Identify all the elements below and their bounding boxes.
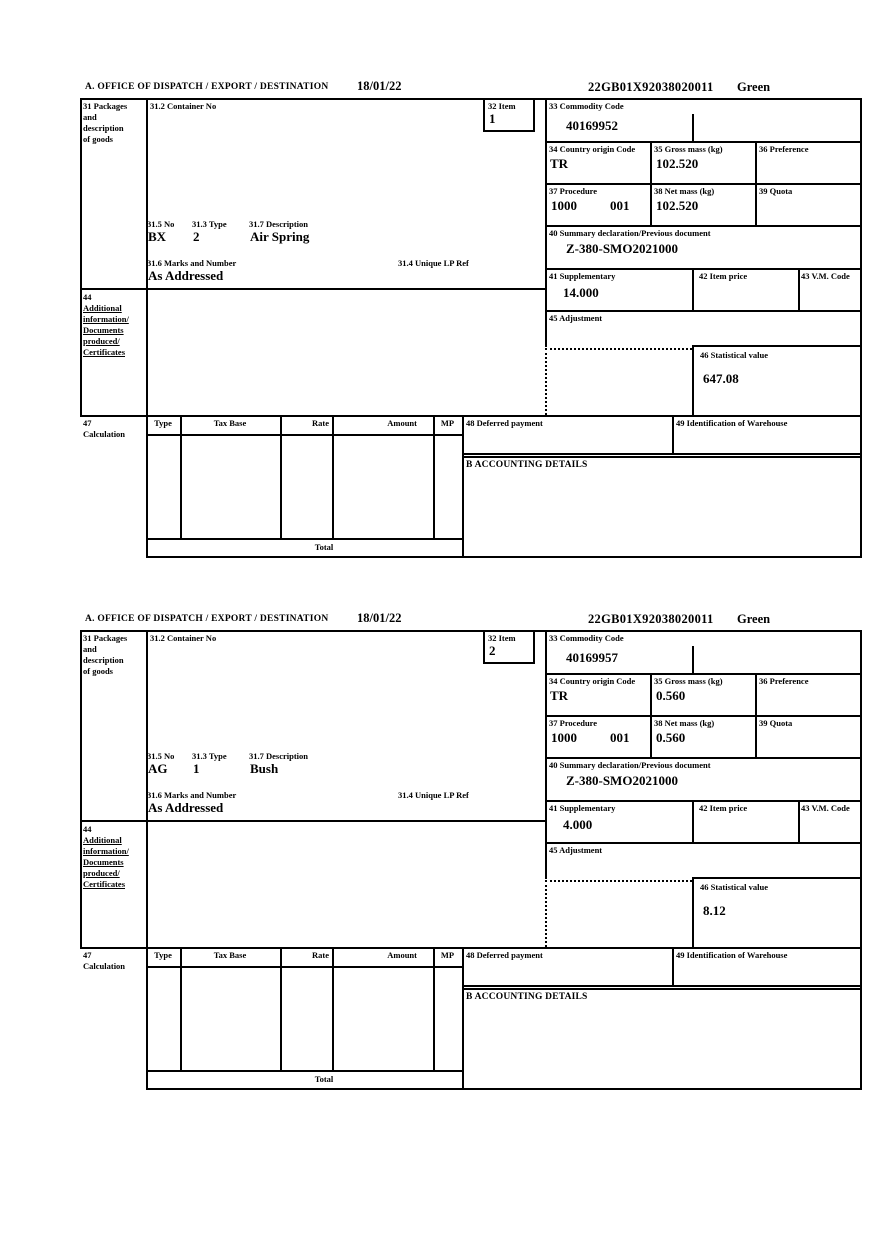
total-label: Total bbox=[314, 1074, 334, 1084]
label-line: produced/ bbox=[83, 868, 120, 878]
dotted-divider-line bbox=[545, 348, 692, 350]
divider-line bbox=[80, 947, 862, 949]
procedure-label: 37 Procedure bbox=[549, 186, 598, 196]
divider-line bbox=[545, 225, 862, 227]
dotted-divider-line bbox=[545, 880, 547, 947]
statistical-value-value: 8.12 bbox=[703, 903, 726, 918]
previous-document-value: Z-380-SMO2021000 bbox=[566, 773, 678, 788]
label-line: Certificates bbox=[83, 347, 126, 357]
description-label: 31.7 Description bbox=[249, 219, 309, 229]
col-amount-header: Amount bbox=[387, 950, 417, 960]
statistical-value-label: 46 Statistical value bbox=[700, 350, 768, 360]
gross-mass-label: 35 Gross mass (kg) bbox=[654, 144, 723, 154]
vm-code-label: 43 V.M. Code bbox=[801, 271, 850, 281]
dotted-divider-line bbox=[545, 880, 692, 882]
mrn-number: 22GB01X92038020011 bbox=[588, 612, 714, 626]
divider-line bbox=[80, 98, 862, 100]
commodity-code-value: 40169952 bbox=[566, 118, 618, 133]
divider-line bbox=[180, 415, 182, 538]
label-line: of goods bbox=[83, 666, 113, 676]
divider-line bbox=[650, 673, 652, 757]
divider-line bbox=[180, 947, 182, 1070]
divider-line bbox=[798, 800, 800, 842]
procedure-suffix-value: 001 bbox=[610, 730, 630, 745]
divider-line bbox=[146, 98, 148, 558]
divider-line bbox=[332, 415, 334, 538]
procedure-label: 37 Procedure bbox=[549, 718, 598, 728]
package-type-value: 2 bbox=[193, 229, 200, 244]
statistical-value-label: 46 Statistical value bbox=[700, 882, 768, 892]
procedure-suffix-value: 001 bbox=[610, 198, 630, 213]
col-mp-header: MP bbox=[440, 950, 455, 960]
label-line: information/ bbox=[83, 314, 129, 324]
net-mass-value: 0.560 bbox=[656, 730, 686, 745]
col-rate-header: Rate bbox=[312, 418, 329, 428]
marks-number-label: 31.6 Marks and Number bbox=[147, 258, 237, 268]
routing-status: Green bbox=[737, 612, 771, 626]
divider-line bbox=[462, 456, 862, 458]
preference-label: 36 Preference bbox=[759, 144, 809, 154]
divider-line bbox=[692, 800, 694, 842]
divider-line bbox=[462, 988, 862, 990]
label-line: 44 bbox=[83, 292, 92, 302]
item-price-label: 42 Item price bbox=[699, 271, 748, 281]
declaration-date: 18/01/22 bbox=[357, 611, 402, 625]
item-number-box bbox=[483, 98, 535, 132]
accounting-details-label: B ACCOUNTING DETAILS bbox=[466, 992, 588, 1002]
marks-number-value: As Addressed bbox=[148, 268, 224, 283]
divider-line bbox=[545, 141, 862, 143]
divider-line bbox=[433, 415, 435, 538]
gross-mass-value: 102.520 bbox=[656, 156, 699, 171]
label-line: of goods bbox=[83, 134, 113, 144]
divider-line bbox=[755, 141, 757, 225]
divider-line bbox=[545, 310, 862, 312]
divider-line bbox=[462, 947, 464, 1090]
divider-line bbox=[80, 820, 547, 822]
office-of-dispatch-title: A. OFFICE OF DISPATCH / EXPORT / DESTINATION bbox=[85, 82, 329, 92]
divider-line bbox=[692, 268, 694, 310]
office-of-dispatch-title: A. OFFICE OF DISPATCH / EXPORT / DESTINATION bbox=[85, 614, 329, 624]
divider-line bbox=[692, 345, 862, 347]
warehouse-id-label: 49 Identification of Warehouse bbox=[676, 950, 788, 960]
label-line: 47 bbox=[83, 418, 92, 428]
label-line: Documents bbox=[83, 325, 124, 335]
divider-line bbox=[146, 1070, 464, 1072]
divider-line bbox=[80, 415, 862, 417]
declaration-date: 18/01/22 bbox=[357, 79, 402, 93]
divider-line bbox=[280, 415, 282, 538]
label-line: Additional bbox=[83, 303, 122, 313]
vm-code-label: 43 V.M. Code bbox=[801, 803, 850, 813]
quota-label: 39 Quota bbox=[759, 718, 793, 728]
packages-description-label bbox=[83, 101, 127, 145]
col-type-header: Type bbox=[154, 950, 172, 960]
total-label: Total bbox=[314, 542, 334, 552]
package-no-value: BX bbox=[148, 229, 167, 244]
divider-line bbox=[798, 268, 800, 310]
previous-document-label: 40 Summary declaration/Previous document bbox=[549, 760, 711, 770]
gross-mass-label: 35 Gross mass (kg) bbox=[654, 676, 723, 686]
divider-line bbox=[146, 966, 464, 968]
divider-line bbox=[545, 757, 862, 759]
divider-line bbox=[332, 947, 334, 1070]
divider-line bbox=[462, 415, 464, 558]
statistical-value-value: 647.08 bbox=[703, 371, 739, 386]
col-amount-header: Amount bbox=[387, 418, 417, 428]
supplementary-label: 41 Supplementary bbox=[549, 803, 616, 813]
item-label: 32 Item bbox=[488, 101, 516, 111]
divider-line bbox=[672, 415, 674, 453]
additional-information-label bbox=[83, 292, 129, 358]
net-mass-label: 38 Net mass (kg) bbox=[654, 186, 715, 196]
item-label: 32 Item bbox=[488, 633, 516, 643]
item-number-value: 1 bbox=[489, 111, 496, 126]
divider-line bbox=[860, 630, 862, 1090]
divider-line bbox=[545, 715, 862, 717]
divider-line bbox=[146, 1088, 862, 1090]
label-line: Additional bbox=[83, 835, 122, 845]
divider-line bbox=[146, 538, 464, 540]
form-grid bbox=[80, 630, 862, 1092]
divider-line bbox=[280, 947, 282, 1070]
gross-mass-value: 0.560 bbox=[656, 688, 686, 703]
package-type-value: 1 bbox=[193, 761, 200, 776]
label-line: and bbox=[83, 644, 97, 654]
divider-line bbox=[692, 877, 862, 879]
preference-label: 36 Preference bbox=[759, 676, 809, 686]
col-tax-base-header: Tax Base bbox=[213, 950, 247, 960]
package-type-label: 31.3 Type bbox=[192, 751, 227, 761]
divider-line bbox=[545, 800, 862, 802]
divider-line bbox=[80, 630, 862, 632]
divider-line bbox=[545, 183, 862, 185]
divider-line bbox=[672, 947, 674, 985]
procedure-value: 1000 bbox=[551, 730, 577, 745]
label-line: Calculation bbox=[83, 429, 126, 439]
divider-line bbox=[462, 453, 862, 455]
commodity-code-tick bbox=[692, 646, 694, 673]
label-line: 44 bbox=[83, 824, 92, 834]
deferred-payment-label: 48 Deferred payment bbox=[466, 950, 543, 960]
label-line: 47 bbox=[83, 950, 92, 960]
mrn-number: 22GB01X92038020011 bbox=[588, 80, 714, 94]
col-mp-header: MP bbox=[440, 418, 455, 428]
calculation-label bbox=[83, 950, 125, 972]
previous-document-label: 40 Summary declaration/Previous document bbox=[549, 228, 711, 238]
net-mass-value: 102.520 bbox=[656, 198, 699, 213]
description-value: Bush bbox=[250, 761, 279, 776]
dotted-divider-line bbox=[545, 348, 547, 415]
col-type-header: Type bbox=[154, 418, 172, 428]
label-line: and bbox=[83, 112, 97, 122]
divider-line bbox=[80, 630, 82, 947]
country-origin-value: TR bbox=[550, 688, 569, 703]
adjustment-label: 45 Adjustment bbox=[549, 845, 603, 855]
label-line: description bbox=[83, 123, 124, 133]
sad-form-copy bbox=[80, 612, 864, 1090]
calculation-label bbox=[83, 418, 125, 440]
description-label: 31.7 Description bbox=[249, 751, 309, 761]
marks-number-label: 31.6 Marks and Number bbox=[147, 790, 237, 800]
container-no-label: 31.2 Container No bbox=[150, 633, 217, 643]
packages-description-label bbox=[83, 633, 127, 677]
label-line: description bbox=[83, 655, 124, 665]
form-header bbox=[80, 80, 864, 98]
divider-line bbox=[80, 288, 547, 290]
country-origin-label: 34 Country origin Code bbox=[549, 676, 636, 686]
quota-label: 39 Quota bbox=[759, 186, 793, 196]
routing-status: Green bbox=[737, 80, 771, 94]
package-no-value: AG bbox=[148, 761, 168, 776]
divider-line bbox=[860, 98, 862, 558]
supplementary-value: 4.000 bbox=[563, 817, 593, 832]
package-no-label: 31.5 No bbox=[147, 219, 175, 229]
commodity-code-value: 40169957 bbox=[566, 650, 618, 665]
container-no-label: 31.2 Container No bbox=[150, 101, 217, 111]
description-value: Air Spring bbox=[250, 229, 310, 244]
previous-document-value: Z-380-SMO2021000 bbox=[566, 241, 678, 256]
package-no-label: 31.5 No bbox=[147, 751, 175, 761]
adjustment-label: 45 Adjustment bbox=[549, 313, 603, 323]
divider-line bbox=[545, 98, 547, 347]
divider-line bbox=[433, 947, 435, 1070]
divider-line bbox=[146, 556, 862, 558]
col-rate-header: Rate bbox=[312, 950, 329, 960]
country-origin-value: TR bbox=[550, 156, 569, 171]
divider-line bbox=[462, 985, 862, 987]
commodity-code-tick bbox=[692, 114, 694, 141]
unique-lp-ref-label: 31.4 Unique LP Ref bbox=[398, 258, 469, 268]
label-line: 31 Packages bbox=[83, 633, 128, 643]
divider-line bbox=[146, 630, 148, 1090]
form-grid bbox=[80, 98, 862, 560]
divider-line bbox=[692, 345, 694, 415]
divider-line bbox=[650, 141, 652, 225]
form-header bbox=[80, 612, 864, 630]
item-number-value: 2 bbox=[489, 643, 496, 658]
unique-lp-ref-label: 31.4 Unique LP Ref bbox=[398, 790, 469, 800]
divider-line bbox=[692, 877, 694, 947]
additional-information-label bbox=[83, 824, 129, 890]
sad-form-copy bbox=[80, 80, 864, 558]
label-line: produced/ bbox=[83, 336, 120, 346]
label-line: Calculation bbox=[83, 961, 126, 971]
package-type-label: 31.3 Type bbox=[192, 219, 227, 229]
label-line: Documents bbox=[83, 857, 124, 867]
country-origin-label: 34 Country origin Code bbox=[549, 144, 636, 154]
accounting-details-label: B ACCOUNTING DETAILS bbox=[466, 460, 588, 470]
supplementary-value: 14.000 bbox=[563, 285, 599, 300]
label-line: Certificates bbox=[83, 879, 126, 889]
col-tax-base-header: Tax Base bbox=[213, 418, 247, 428]
divider-line bbox=[755, 673, 757, 757]
supplementary-label: 41 Supplementary bbox=[549, 271, 616, 281]
divider-line bbox=[545, 630, 547, 879]
deferred-payment-label: 48 Deferred payment bbox=[466, 418, 543, 428]
divider-line bbox=[146, 434, 464, 436]
divider-line bbox=[80, 98, 82, 415]
marks-number-value: As Addressed bbox=[148, 800, 224, 815]
commodity-code-label: 33 Commodity Code bbox=[549, 633, 624, 643]
divider-line bbox=[545, 673, 862, 675]
warehouse-id-label: 49 Identification of Warehouse bbox=[676, 418, 788, 428]
divider-line bbox=[545, 842, 862, 844]
item-number-box bbox=[483, 630, 535, 664]
net-mass-label: 38 Net mass (kg) bbox=[654, 718, 715, 728]
procedure-value: 1000 bbox=[551, 198, 577, 213]
divider-line bbox=[545, 268, 862, 270]
label-line: information/ bbox=[83, 846, 129, 856]
commodity-code-label: 33 Commodity Code bbox=[549, 101, 624, 111]
label-line: 31 Packages bbox=[83, 101, 128, 111]
item-price-label: 42 Item price bbox=[699, 803, 748, 813]
